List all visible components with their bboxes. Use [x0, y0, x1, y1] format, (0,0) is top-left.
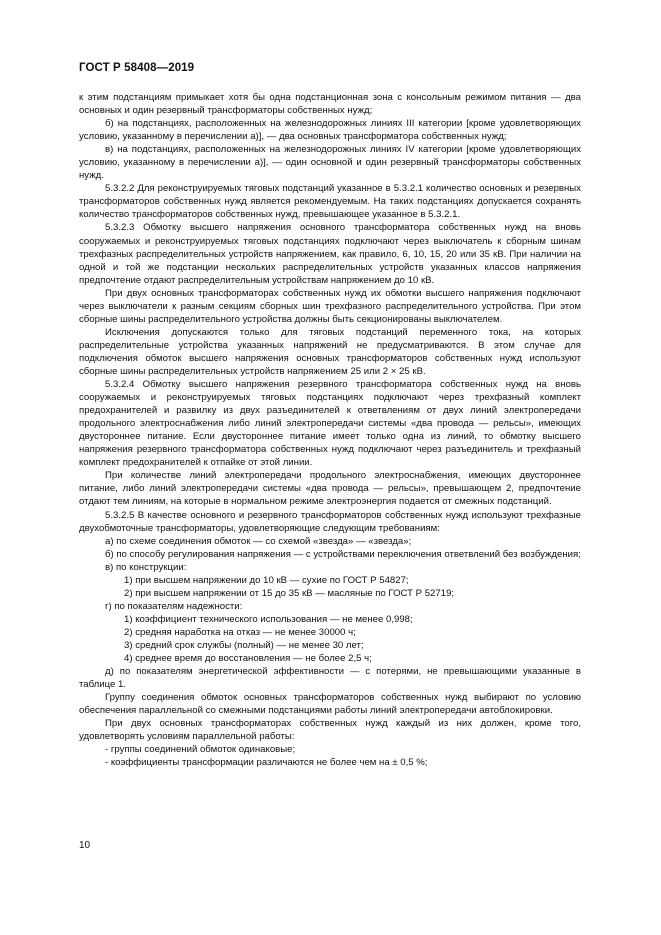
list-item: д) по показателям энергетической эффективности — с потерями, не превышающими указанные в таблице 1.	[79, 666, 581, 691]
document-header: ГОСТ Р 58408—2019	[79, 62, 195, 74]
page-number: 10	[79, 840, 91, 851]
paragraph: 5.3.2.4 Обмотку высшего напряжения резервного трансформатора собственных нужд на вновь сооружаемых и реконструируемых тяговых подстанциях подключают через трехфазный комплект предохранителей и развилку из двух разъединителей к ответвлениям от двух линий электропередачи продольного электроснабжения либо линий электропередачи системы «два провода — рельсы», имеющих двустороннее питание. Если двустороннее питание имеет только одна из линий, то обмотку высшего напряжения резервного трансформатора собственных нужд подключают через разъединитель и трехфазный комплект предохранителей к отпайке от этой линии.	[79, 379, 581, 469]
sub-list-item: 1) при высшем напряжении до 10 кВ — сухие по ГОСТ Р 54827;	[124, 574, 409, 586]
list-item: - коэффициенты трансформации различаются не более чем на ± 0,5 %;	[105, 757, 428, 769]
sub-list-item: 3) средний срок службы (полный) — не менее 30 лет;	[124, 639, 364, 651]
paragraph: 5.3.2.3 Обмотку высшего напряжения основного трансформатора собственных нужд на вновь сооружаемых и реконструируемых тяговых подстанциях подключают через выключатель к сборным шинам трехфазных распределительных устройств напряжением, как правило, 6, 10, 15, 20 или 35 кВ. При наличии на одной и той же подстанции нескольких распределительных устройств указанных классов напряжения предпочтение отдают распределительным устройствам напряжением до 10 кВ.	[79, 222, 581, 286]
paragraph: 5.3.2.2 Для реконструируемых тяговых подстанций указанное в 5.3.2.1 количество основных и резервных трансформаторов собственных нужд является рекомендуемым. На таких подстанциях допускается сохранять количество трансформаторов собственных нужд, превышающее указанное в 5.3.2.1.	[79, 183, 581, 221]
paragraph: При двух основных трансформаторах собственных нужд каждый из них должен, кроме того, удовлетворять условиям параллельной работы:	[79, 718, 581, 743]
paragraph: При количестве линий электропередачи продольного электроснабжения, имеющих двустороннее питание, либо линий электропередачи системы «два провода — рельсы», превышающем 2, предпочтение отдают тем линиям, на которые в нормальном режиме электроэнергия подается от смежных подстанций.	[79, 470, 581, 508]
paragraph: к этим подстанциям примыкает хотя бы одна подстанционная зона с консольным режимом питания — два основных и один резервный трансформаторы собственных нужд;	[79, 92, 581, 117]
paragraph: Группу соединения обмоток основных трансформаторов собственных нужд выбирают по условию обеспечения параллельной со смежными подстанциями работы линий электропередачи автоблокировки.	[79, 692, 581, 717]
list-item: - группы соединений обмоток одинаковые;	[105, 744, 296, 756]
list-item: б) по способу регулирования напряжения — с устройствами переключения ответвлений без возбуждения;	[105, 548, 581, 560]
paragraph: 5.3.2.5 В качестве основного и резервного трансформаторов собственных нужд используют трехфазные двухобмоточные трансформаторы, удовлетворяющие следующим требованиям:	[79, 509, 581, 534]
sub-list-item: 1) коэффициент технического использования — не менее 0,998;	[124, 613, 413, 625]
sub-list-item: 4) среднее время до восстановления — не более 2,5 ч;	[124, 653, 372, 665]
sub-list-item: 2) при высшем напряжении от 15 до 35 кВ — масляные по ГОСТ Р 52719;	[124, 587, 455, 599]
sub-list-item: 2) средняя наработка на отказ — не менее 30000 ч;	[124, 626, 356, 638]
document-body	[79, 91, 581, 769]
paragraph: При двух основных трансформаторах собственных нужд их обмотки высшего напряжения подключают через выключатели к разным секциям сборных шин трехфазного распределительного устройства. При этом сборные шины распределительного устройства должны быть секционированы выключателем.	[79, 287, 581, 325]
list-item: б) на подстанциях, расположенных на железнодорожных линиях III категории [кроме удовлетворяющих условию, указанному в перечислении а)], — два основных трансформатора собственных нужд;	[79, 118, 581, 143]
list-item: в) по конструкции:	[105, 561, 187, 573]
list-item: а) по схеме соединения обмоток — со схемой «звезда» — «звезда»;	[105, 535, 412, 547]
paragraph: Исключения допускаются только для тяговых подстанций переменного тока, на которых распределительные устройства указанных напряжений не предусматриваются. В этом случае для подключения обмоток высшего напряжения основных трансформаторов собственных нужд используют сборные шины распределительных устройств напряжением 25 или 2 × 25 кВ.	[79, 326, 581, 377]
list-item: в) на подстанциях, расположенных на железнодорожных линиях IV категории [кроме удовлетворяющих условию, указанному в перечислении а)], — один основной и один резервный трансформаторы собственных нужд.	[79, 144, 581, 182]
list-item: г) по показателям надежности:	[105, 600, 243, 612]
